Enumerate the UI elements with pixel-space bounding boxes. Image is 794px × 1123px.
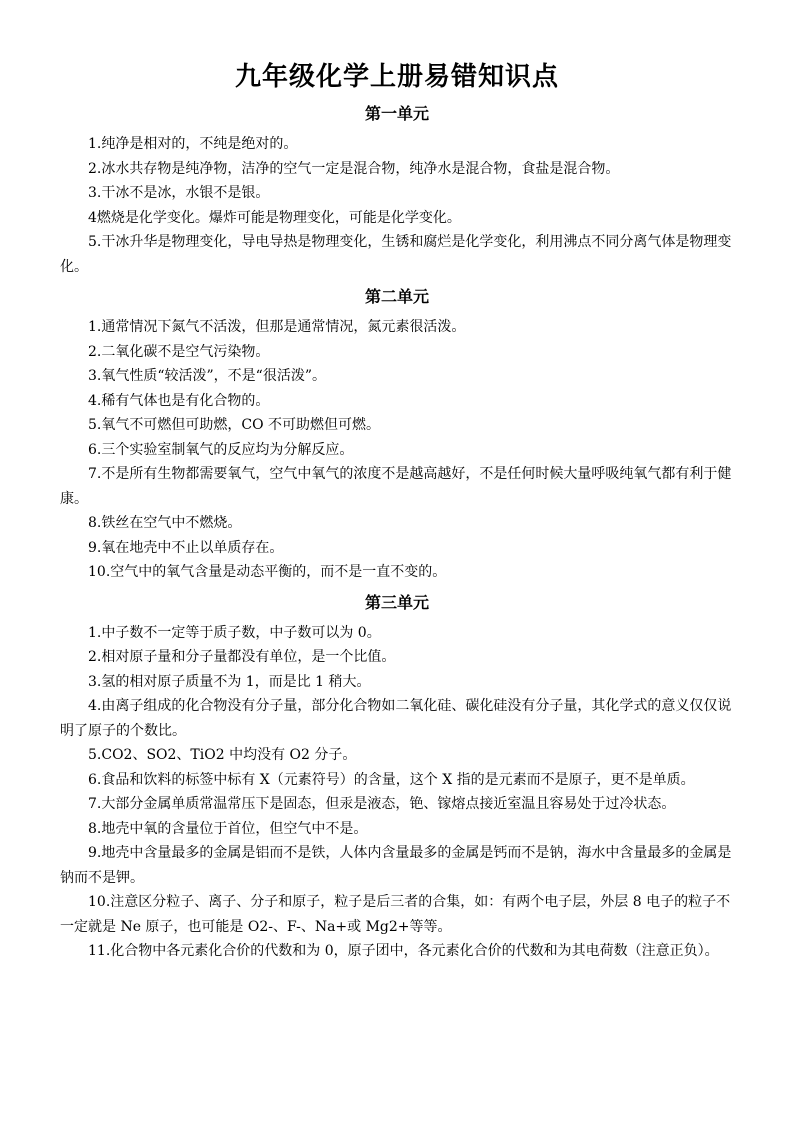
list-item: 1.纯净是相对的，不纯是绝对的。 (88, 136, 298, 152)
list-item: 3.干冰不是冰，水银不是银。 (88, 185, 270, 201)
list-item: 10.空气中的氧气含量是动态平衡的，而不是一直不变的。 (88, 564, 447, 580)
list-item: 4燃烧是化学变化。爆炸可能是物理变化，可能是化学变化。 (88, 209, 461, 226)
list-item: 2.相对原子量和分子量都没有单位，是一个比值。 (88, 649, 396, 665)
unit-section-2 (60, 285, 734, 585)
list-item: 4.稀有气体也是有化合物的。 (88, 392, 270, 409)
list-item: 6.三个实验室制氧气的反应均为分解反应。 (88, 441, 354, 458)
list-item: 2.冰水共存物是纯净物，洁净的空气一定是混合物，纯净水是混合物，食盐是混合物。 (88, 160, 620, 177)
item-list (60, 132, 734, 279)
item-list (60, 621, 734, 964)
list-item: 8.地壳中氧的含量位于首位，但空气中不是。 (88, 820, 368, 837)
document-page (60, 60, 734, 970)
list-item: 1.中子数不一定等于质子数，中子数可以为 0。 (88, 624, 381, 641)
unit-title: 第二单元 (364, 287, 429, 306)
item-list (60, 315, 734, 585)
list-item: 2.二氧化碳不是空气污染物。 (88, 343, 270, 360)
document-title: 九年级化学上册易错知识点 (234, 62, 559, 92)
list-item: 9.地壳中含量最多的金属是铝而不是铁，人体内含量最多的金属是钙而不是钠，海水中含量最多的金属是钠而不是钾。 (60, 845, 732, 886)
unit-section-3 (60, 591, 734, 964)
list-item: 5.干冰升华是物理变化，导电导热是物理变化，生锈和腐烂是化学变化，利用沸点不同分离气体是物理变化。 (60, 234, 732, 275)
list-item: 7.大部分金属单质常温常压下是固态，但汞是液态，铯、镓熔点接近室温且容易处于过冷状态。 (88, 796, 676, 812)
list-item: 4.由离子组成的化合物没有分子量，部分化合物如二氧化硅、碳化硅没有分子量，其化学式的意义仅仅说明了原子的个数比。 (60, 698, 732, 739)
list-item: 3.氢的相对原子质量不为 1，而是比 1 稍大。 (88, 673, 371, 690)
list-item: 5.CO2、SO2、TiO2 中均没有 O2 分子。 (88, 747, 357, 763)
unit-title: 第三单元 (364, 592, 429, 612)
list-item: 3.氧气性质“较活泼”，不是“很活泼”。 (88, 368, 326, 384)
list-item: 11.化合物中各元素化合价的代数和为 0，原子团中，各元素化合价的代数和为其电荷数（注意正负）。 (88, 943, 719, 959)
list-item: 8.铁丝在空气中不燃烧。 (88, 515, 242, 531)
list-item: 10.注意区分粒子、离子、分子和原子，粒子是后三者的合集，如：有两个电子层，外层 8 电子的粒子不一定就是 Ne 原子，也可能是 O2-、F-、Na+或 Mg2+等等。 (60, 894, 731, 935)
list-item: 6.食品和饮料的标签中标有 X（元素符号）的含量，这个 X 指的是元素而不是原子，更不是单质。 (88, 771, 695, 788)
list-item: 7.不是所有生物都需要氧气，空气中氧气的浓度不是越高越好，不是任何时候大量呼吸纯氧气都有利于健康。 (60, 466, 732, 507)
unit-section-1 (60, 102, 734, 279)
unit-title: 第一单元 (364, 104, 429, 123)
list-item: 1.通常情况下氮气不活泼，但那是通常情况，氮元素很活泼。 (88, 319, 466, 335)
list-item: 5.氧气不可燃但可助燃，CO 不可助燃但可燃。 (88, 417, 380, 433)
list-item: 9.氧在地壳中不止以单质存在。 (88, 539, 284, 556)
